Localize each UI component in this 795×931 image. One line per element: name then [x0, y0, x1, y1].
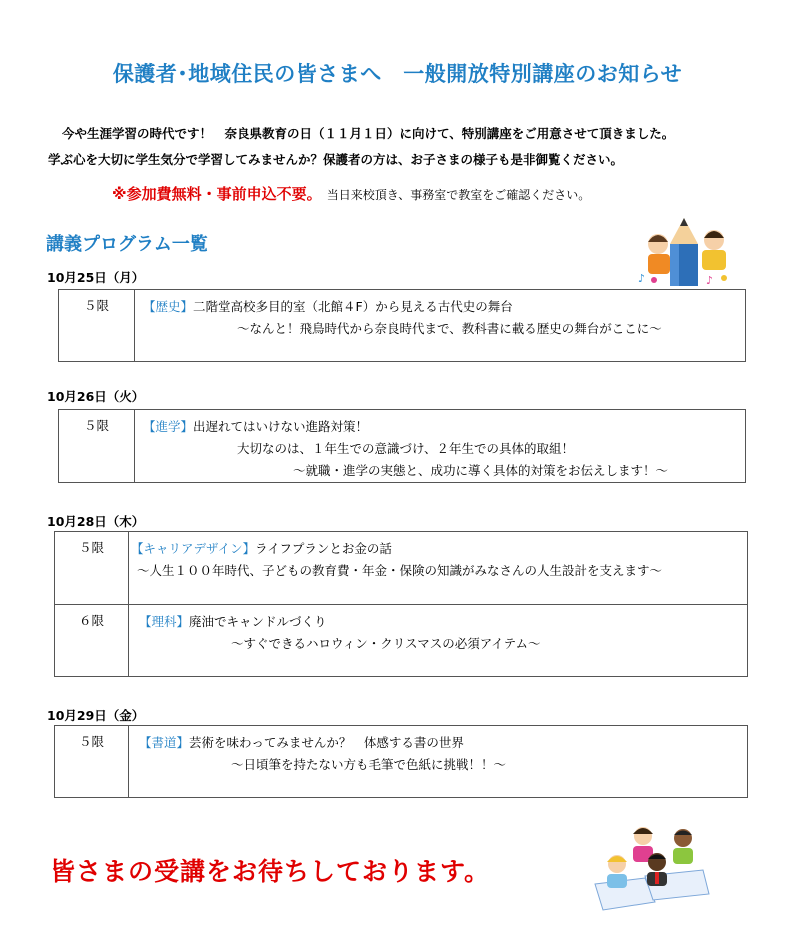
schedule-table: [54, 725, 748, 798]
intro-line-1: 今や生涯学習の時代です！ 奈良県教育の日（１１月１日）に向けて、特別講座をご用意させて頂きました。: [62, 126, 675, 141]
schedule-table: [54, 531, 748, 677]
schedule-table: [58, 289, 746, 362]
table-row: [55, 532, 748, 605]
date-label: 10月29日（金）: [47, 708, 145, 723]
session-title: 廃油でキャンドルづくり: [189, 614, 327, 629]
students-studying-illustration: [585, 822, 715, 917]
category-label: 【キャリアデザイン】: [131, 541, 256, 556]
category-label: 【理科】: [139, 614, 190, 629]
date-label: 10月25日（月）: [47, 270, 145, 285]
session-description: 大切なのは、１年生での意識づけ、２年生での具体的取組！: [237, 441, 575, 456]
category-label: 【歴史】: [143, 299, 194, 314]
session-cell: [129, 726, 748, 798]
period-cell: ６限: [55, 605, 129, 677]
category-label: 【進学】: [143, 419, 194, 434]
notice-free: ※参加費無料・事前申込不要。: [112, 185, 322, 203]
session-description: ～すぐできるハロウィン・クリスマスの必須アイテム～: [231, 636, 541, 651]
session-cell: [135, 410, 746, 483]
period-cell: ５限: [59, 290, 135, 362]
session-title: 出遅れてはいけない進路対策！: [193, 419, 369, 434]
intro-line-2: 学ぶ心を大切に学生気分で学習してみませんか？保護者の方は、お子さまの様子も是非御覧ください。: [48, 152, 624, 167]
section-title: 講義プログラム一覧: [46, 234, 208, 255]
table-row: [55, 605, 748, 677]
period-cell: ５限: [55, 532, 129, 605]
session-title: 芸術を味わってみませんか？ 体感する書の世界: [189, 735, 464, 750]
session-description: ～日頃筆を持たない方も毛筆で色紙に挑戦！！～: [231, 757, 507, 772]
notice-detail: 当日来校頂き、事務室で教室をご確認ください。: [326, 188, 591, 202]
date-label: 10月28日（木）: [47, 514, 145, 529]
svg-text:♪: ♪: [706, 274, 714, 287]
period-cell: ５限: [59, 410, 135, 483]
table-row: [59, 290, 746, 362]
schedule-table: [58, 409, 746, 483]
session-title: ライフプランとお金の話: [255, 541, 392, 556]
session-description: ～なんと！飛鳥時代から奈良時代まで、教科書に載る歴史の舞台がここに～: [237, 321, 662, 336]
session-cell: [135, 290, 746, 362]
children-pencil-illustration: [632, 214, 737, 289]
table-row: [59, 410, 746, 483]
session-description: ～就職・進学の実態と、成功に導く具体的対策をお伝えします！～: [293, 463, 669, 478]
page-title: 保護者･地域住民の皆さまへ 一般開放特別講座のお知らせ: [112, 62, 683, 86]
session-cell: [129, 532, 748, 605]
session-cell: [129, 605, 748, 677]
closing-message: 皆さまの受講をお待ちしております。: [50, 857, 491, 886]
session-description: ～人生１００年時代、子どもの教育費・年金・保険の知識がみなさんの人生設計を支えます～: [137, 563, 663, 578]
session-heading: [131, 538, 747, 560]
table-row: [55, 726, 748, 798]
session-heading: [139, 732, 747, 754]
svg-text:♪: ♪: [638, 272, 646, 285]
session-heading: [143, 296, 745, 318]
date-label: 10月26日（火）: [47, 389, 145, 404]
session-heading: [139, 611, 747, 633]
period-cell: ５限: [55, 726, 129, 798]
session-title: 二階堂高校多目的室（北館４F）から見える古代史の舞台: [193, 299, 513, 314]
category-label: 【書道】: [139, 735, 190, 750]
notice: [112, 183, 590, 204]
session-heading: [143, 416, 745, 438]
